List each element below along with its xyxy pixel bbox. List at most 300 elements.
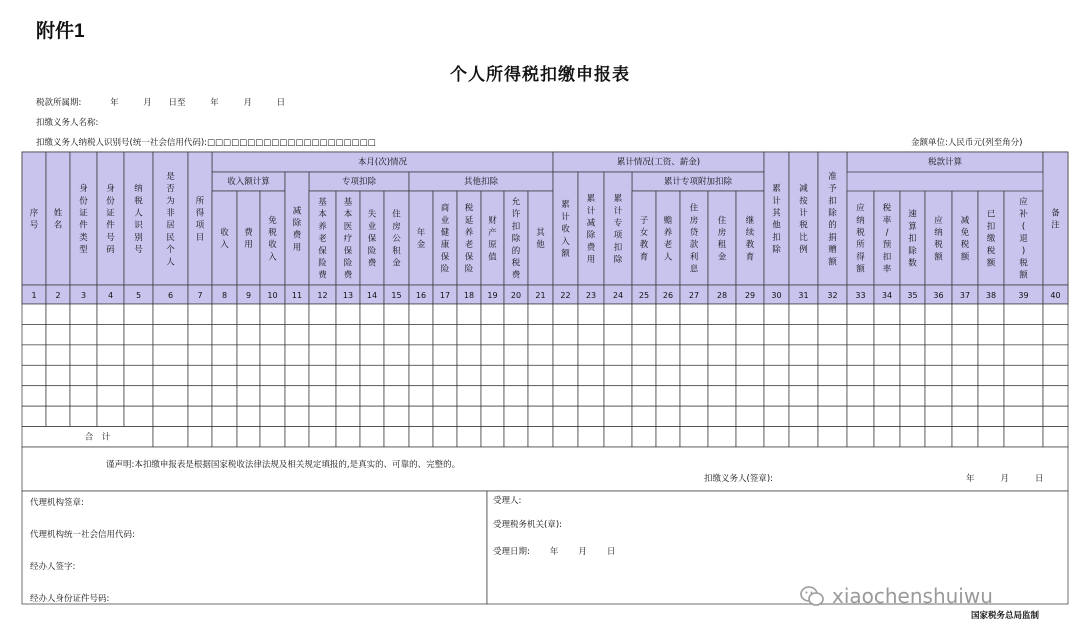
data-row-4-cell-16 xyxy=(409,365,433,385)
col-header-label-5: 纳税人识别号 xyxy=(134,184,143,256)
data-row-3-cell-12 xyxy=(309,345,336,365)
total-cell-9 xyxy=(237,427,260,447)
data-row-2-cell-6 xyxy=(153,324,188,344)
data-row-1-cell-2 xyxy=(46,304,70,324)
data-row-1-cell-15 xyxy=(384,304,409,324)
col-header-label-40: 备注 xyxy=(1051,208,1060,231)
col-header-label-23: 累计减除费用 xyxy=(586,194,596,266)
data-row-2-cell-5 xyxy=(124,324,153,344)
col-header-label-29: 继续教育 xyxy=(745,215,755,263)
data-row-6-cell-39 xyxy=(1004,406,1043,426)
data-row-6-cell-30 xyxy=(764,406,789,426)
col-number-14: 14 xyxy=(366,291,378,300)
data-row-1-cell-36 xyxy=(925,304,952,324)
data-row-1-cell-10 xyxy=(260,304,285,324)
data-row-5-cell-27 xyxy=(680,386,708,406)
data-row-1-cell-27 xyxy=(680,304,708,324)
col-header-1 xyxy=(22,152,46,285)
data-row-5-cell-29 xyxy=(736,386,764,406)
col-number-23: 23 xyxy=(585,291,597,300)
data-row-6-cell-20 xyxy=(504,406,528,426)
data-row-1-cell-24 xyxy=(604,304,632,324)
data-row-1-cell-11 xyxy=(285,304,309,324)
data-row-2-cell-38 xyxy=(978,324,1004,344)
data-row-5-cell-15 xyxy=(384,386,409,406)
data-row-1-cell-8 xyxy=(212,304,237,324)
data-row-2-cell-31 xyxy=(789,324,818,344)
col-header-label-30: 累计其他扣除 xyxy=(772,184,781,256)
total-cell-34 xyxy=(874,427,900,447)
data-row-6-cell-19 xyxy=(481,406,504,426)
data-row-1-cell-3 xyxy=(70,304,97,324)
col-header-10 xyxy=(260,191,285,285)
col-header-label-13: 基本医疗保险费 xyxy=(343,197,353,281)
col-number-20: 20 xyxy=(510,291,522,300)
declaration-day: 日 xyxy=(1035,474,1044,484)
data-row-4-cell-22 xyxy=(553,365,578,385)
data-row-3-cell-6 xyxy=(153,345,188,365)
data-row-1-cell-12 xyxy=(309,304,336,324)
total-cell-29 xyxy=(736,427,764,447)
watermark xyxy=(800,584,993,608)
data-row-4-cell-1 xyxy=(22,365,46,385)
total-cell-36 xyxy=(925,427,952,447)
data-row-3-cell-27 xyxy=(680,345,708,365)
col-number-25: 25 xyxy=(638,291,650,300)
data-row-3-cell-5 xyxy=(124,345,153,365)
group-cumulative-special-additional-label: 累计专项附加扣除 xyxy=(663,177,733,187)
data-row-2-cell-35 xyxy=(900,324,925,344)
col-header-label-28: 住房租金 xyxy=(717,215,727,263)
data-row-5-cell-10 xyxy=(260,386,285,406)
data-row-4-cell-10 xyxy=(260,365,285,385)
col-header-label-20: 允许扣除的税费 xyxy=(511,197,521,281)
data-row-4-cell-25 xyxy=(632,365,656,385)
period-day: 日 xyxy=(276,98,286,108)
data-row-5-cell-16 xyxy=(409,386,433,406)
data-row-2-cell-3 xyxy=(70,324,97,344)
data-row-5-cell-2 xyxy=(46,386,70,406)
col-header-label-36: 应纳税额 xyxy=(934,215,943,263)
data-row-1-cell-1 xyxy=(22,304,46,324)
wechat-icon xyxy=(800,585,824,607)
total-cell-25 xyxy=(632,427,656,447)
col-header-21 xyxy=(528,191,553,285)
data-row-2-cell-29 xyxy=(736,324,764,344)
col-number-2: 2 xyxy=(55,291,61,300)
data-row-2-cell-2 xyxy=(46,324,70,344)
data-row-2-cell-17 xyxy=(433,324,457,344)
total-cell-33 xyxy=(847,427,874,447)
col-number-1: 1 xyxy=(31,291,37,300)
col-header-9 xyxy=(237,191,260,285)
supervision-footer: 国家税务总局监制 xyxy=(971,611,1040,621)
data-row-5-cell-33 xyxy=(847,386,874,406)
data-row-2-cell-24 xyxy=(604,324,632,344)
data-row-3-cell-40 xyxy=(1043,345,1068,365)
group-current-month-label: 本月(次)情况 xyxy=(357,157,408,168)
data-row-6-cell-15 xyxy=(384,406,409,426)
data-row-4-cell-9 xyxy=(237,365,260,385)
data-row-5-cell-28 xyxy=(708,386,736,406)
total-cell-21 xyxy=(528,427,553,447)
total-cell-28 xyxy=(708,427,736,447)
data-row-6-cell-35 xyxy=(900,406,925,426)
declaration-year: 年 xyxy=(966,474,975,484)
handler-sign-label: 经办人签字: xyxy=(30,562,76,572)
data-row-2-cell-39 xyxy=(1004,324,1043,344)
col-header-4 xyxy=(97,152,124,285)
data-row-4-cell-32 xyxy=(818,365,847,385)
total-cell-27 xyxy=(680,427,708,447)
withholder-name-label: 扣缴义务人名称: xyxy=(36,118,99,128)
col-header-label-27: 住房贷款利息 xyxy=(689,203,699,275)
data-row-3-cell-32 xyxy=(818,345,847,365)
data-row-2-cell-12 xyxy=(309,324,336,344)
period-month-1: 月 xyxy=(143,98,152,108)
data-row-2-cell-14 xyxy=(360,324,384,344)
agent-box xyxy=(22,491,487,604)
col-header-label-39: 应补(退)税额 xyxy=(1019,197,1028,281)
tin-boxes[interactable]: □□□□□□□□□□□□□□□□□□□□□ xyxy=(207,138,376,148)
col-header-8 xyxy=(212,191,237,285)
data-row-4-cell-36 xyxy=(925,365,952,385)
period-year-1: 年 xyxy=(110,98,119,108)
data-row-6-cell-31 xyxy=(789,406,818,426)
data-row-5-cell-36 xyxy=(925,386,952,406)
total-cell-14 xyxy=(360,427,384,447)
data-row-3-cell-34 xyxy=(874,345,900,365)
data-row-5-cell-25 xyxy=(632,386,656,406)
col-header-label-32: 准予扣除的捐赠额 xyxy=(828,171,837,268)
data-row-5-cell-6 xyxy=(153,386,188,406)
col-number-12: 12 xyxy=(317,291,328,300)
data-row-5-cell-26 xyxy=(656,386,680,406)
col-header-11 xyxy=(285,172,309,285)
col-header-24 xyxy=(604,172,632,285)
data-row-5-cell-19 xyxy=(481,386,504,406)
col-number-34: 34 xyxy=(881,291,893,300)
data-row-4-cell-37 xyxy=(952,365,978,385)
col-number-10: 10 xyxy=(267,291,278,300)
data-row-1-cell-29 xyxy=(736,304,764,324)
data-row-4-cell-21 xyxy=(528,365,553,385)
data-row-5-cell-40 xyxy=(1043,386,1068,406)
period-day-to: 日至 xyxy=(168,98,186,108)
data-row-6-cell-33 xyxy=(847,406,874,426)
data-row-3-cell-39 xyxy=(1004,345,1043,365)
data-row-4-cell-19 xyxy=(481,365,504,385)
period-year-2: 年 xyxy=(210,98,219,108)
col-number-15: 15 xyxy=(391,291,402,300)
data-row-5-cell-13 xyxy=(336,386,360,406)
data-row-5-cell-24 xyxy=(604,386,632,406)
currency-unit: 金额单位:人民币元(列至角分) xyxy=(911,138,1023,148)
col-header-label-2: 姓名 xyxy=(53,208,63,231)
data-row-6-cell-7 xyxy=(188,406,212,426)
data-row-5-cell-4 xyxy=(97,386,124,406)
data-row-6-cell-25 xyxy=(632,406,656,426)
data-row-2-cell-37 xyxy=(952,324,978,344)
data-row-6-cell-18 xyxy=(457,406,481,426)
withholder-signature-label: 扣缴义务人(签章): xyxy=(704,474,773,484)
data-row-3-cell-3 xyxy=(70,345,97,365)
data-row-5-cell-1 xyxy=(22,386,46,406)
col-number-4: 4 xyxy=(107,291,114,300)
col-header-label-22: 累计收入额 xyxy=(561,200,570,259)
total-label: 合 计 xyxy=(84,432,111,443)
data-row-6-cell-1 xyxy=(22,406,46,426)
data-row-1-cell-26 xyxy=(656,304,680,324)
total-cell-11 xyxy=(285,427,309,447)
col-number-39: 39 xyxy=(1018,291,1029,300)
col-header-30 xyxy=(764,152,789,285)
col-header-label-12: 基本养老保险费 xyxy=(318,197,327,281)
data-row-2-cell-15 xyxy=(384,324,409,344)
col-header-label-4: 身份证件号码 xyxy=(106,184,115,256)
col-number-29: 29 xyxy=(744,291,756,300)
col-header-2 xyxy=(46,152,70,285)
data-row-6-cell-22 xyxy=(553,406,578,426)
total-cell-26 xyxy=(656,427,680,447)
data-row-3-cell-14 xyxy=(360,345,384,365)
data-row-2-cell-13 xyxy=(336,324,360,344)
data-row-5-cell-3 xyxy=(70,386,97,406)
col-header-label-8: 收入 xyxy=(220,227,229,251)
data-row-5-cell-20 xyxy=(504,386,528,406)
col-header-31 xyxy=(789,152,818,285)
data-row-3-cell-33 xyxy=(847,345,874,365)
col-header-29 xyxy=(736,191,764,285)
col-number-16: 16 xyxy=(415,291,427,300)
data-row-3-cell-23 xyxy=(578,345,604,365)
data-row-3-cell-16 xyxy=(409,345,433,365)
col-header-label-24: 累计专项扣除 xyxy=(613,194,623,266)
data-row-6-cell-4 xyxy=(97,406,124,426)
col-number-31: 31 xyxy=(798,291,809,300)
col-number-30: 30 xyxy=(771,291,782,300)
data-row-4-cell-29 xyxy=(736,365,764,385)
data-row-5-cell-11 xyxy=(285,386,309,406)
col-number-18: 18 xyxy=(463,291,475,300)
declaration-statement: 谨声明:本扣缴申报表是根据国家税收法律法规及相关规定填报的,是真实的、可靠的、完整的。 xyxy=(106,460,461,470)
data-row-5-cell-22 xyxy=(553,386,578,406)
data-row-4-cell-5 xyxy=(124,365,153,385)
attachment-label: 附件1 xyxy=(36,21,85,42)
col-header-label-15: 住房公积金 xyxy=(392,209,401,269)
data-row-3-cell-13 xyxy=(336,345,360,365)
data-row-1-cell-40 xyxy=(1043,304,1068,324)
data-row-4-cell-20 xyxy=(504,365,528,385)
data-row-3-cell-31 xyxy=(789,345,818,365)
data-row-3-cell-29 xyxy=(736,345,764,365)
col-header-label-14: 失业保险费 xyxy=(367,209,377,269)
total-cell-8 xyxy=(212,427,237,447)
data-row-4-cell-27 xyxy=(680,365,708,385)
data-row-1-cell-13 xyxy=(336,304,360,324)
data-row-3-cell-8 xyxy=(212,345,237,365)
col-number-37: 37 xyxy=(959,291,971,300)
data-row-5-cell-35 xyxy=(900,386,925,406)
data-row-4-cell-39 xyxy=(1004,365,1043,385)
data-row-6-cell-36 xyxy=(925,406,952,426)
col-number-5: 5 xyxy=(135,291,142,300)
col-header-label-33: 应纳税所得额 xyxy=(856,203,865,275)
data-row-5-cell-14 xyxy=(360,386,384,406)
data-row-1-cell-6 xyxy=(153,304,188,324)
col-number-6: 6 xyxy=(167,291,174,300)
data-row-3-cell-21 xyxy=(528,345,553,365)
col-number-21: 21 xyxy=(535,291,546,300)
data-row-2-cell-21 xyxy=(528,324,553,344)
receive-month: 月 xyxy=(578,547,587,557)
col-header-label-35: 速算扣除数 xyxy=(908,209,917,269)
col-header-37 xyxy=(952,191,978,285)
data-row-4-cell-33 xyxy=(847,365,874,385)
data-row-1-cell-7 xyxy=(188,304,212,324)
data-row-6-cell-28 xyxy=(708,406,736,426)
watermark-text: xiaochenshuiwu xyxy=(832,584,993,608)
col-number-33: 33 xyxy=(855,291,866,300)
data-row-5-cell-32 xyxy=(818,386,847,406)
withholder-tin-label: 扣缴义务人纳税人识别号(统一社会信用代码): xyxy=(36,138,207,148)
data-row-6-cell-13 xyxy=(336,406,360,426)
data-row-1-cell-16 xyxy=(409,304,433,324)
col-number-11: 11 xyxy=(291,291,303,300)
data-row-2-cell-22 xyxy=(553,324,578,344)
data-row-1-cell-39 xyxy=(1004,304,1043,324)
total-cell-37 xyxy=(952,427,978,447)
data-row-6-cell-29 xyxy=(736,406,764,426)
total-cell-39 xyxy=(1004,427,1043,447)
data-row-4-cell-11 xyxy=(285,365,309,385)
data-row-3-cell-22 xyxy=(553,345,578,365)
data-row-4-cell-40 xyxy=(1043,365,1068,385)
data-row-5-cell-7 xyxy=(188,386,212,406)
col-header-26 xyxy=(656,191,680,285)
data-row-2-cell-11 xyxy=(285,324,309,344)
col-number-35: 35 xyxy=(907,291,918,300)
group-cumulative-label: 累计情况(工资、薪金) xyxy=(616,157,701,168)
col-header-16 xyxy=(409,191,433,285)
total-cell-17 xyxy=(433,427,457,447)
col-header-7 xyxy=(188,152,212,285)
col-number-27: 27 xyxy=(688,291,700,300)
col-header-19 xyxy=(481,191,504,285)
data-row-6-cell-17 xyxy=(433,406,457,426)
col-number-7: 7 xyxy=(197,291,203,300)
total-cell-30 xyxy=(764,427,789,447)
data-row-2-cell-9 xyxy=(237,324,260,344)
data-row-3-cell-38 xyxy=(978,345,1004,365)
col-number-40: 40 xyxy=(1050,291,1061,300)
col-header-label-17: 商业健康保险 xyxy=(440,203,450,275)
receive-date-line xyxy=(493,545,615,557)
col-number-36: 36 xyxy=(933,291,944,300)
col-header-label-7: 所得项目 xyxy=(195,196,205,243)
col-header-28 xyxy=(708,191,736,285)
data-row-1-cell-25 xyxy=(632,304,656,324)
total-cell-7 xyxy=(188,427,212,447)
data-row-6-cell-3 xyxy=(70,406,97,426)
col-number-38: 38 xyxy=(985,291,997,300)
data-row-4-cell-35 xyxy=(900,365,925,385)
col-header-label-9: 费用 xyxy=(244,227,253,251)
data-row-2-cell-30 xyxy=(764,324,789,344)
total-cell-38 xyxy=(978,427,1004,447)
data-row-4-cell-6 xyxy=(153,365,188,385)
data-row-1-cell-5 xyxy=(124,304,153,324)
col-header-label-11: 减除费用 xyxy=(292,206,302,253)
col-header-label-10: 免税收入 xyxy=(268,215,277,263)
col-header-5 xyxy=(124,152,153,285)
data-row-4-cell-38 xyxy=(978,365,1004,385)
col-number-13: 13 xyxy=(342,291,354,300)
data-row-6-cell-6 xyxy=(153,406,188,426)
data-row-1-cell-17 xyxy=(433,304,457,324)
data-row-3-cell-25 xyxy=(632,345,656,365)
data-row-4-cell-28 xyxy=(708,365,736,385)
col-header-label-25: 子女教育 xyxy=(639,215,649,263)
data-row-4-cell-13 xyxy=(336,365,360,385)
col-header-label-1: 序号 xyxy=(29,208,39,231)
col-header-label-21: 其他 xyxy=(536,227,545,251)
data-row-4-cell-26 xyxy=(656,365,680,385)
data-row-6-cell-40 xyxy=(1043,406,1068,426)
data-row-6-cell-8 xyxy=(212,406,237,426)
data-row-6-cell-23 xyxy=(578,406,604,426)
data-row-4-cell-15 xyxy=(384,365,409,385)
data-row-2-cell-25 xyxy=(632,324,656,344)
data-row-4-cell-34 xyxy=(874,365,900,385)
data-row-4-cell-23 xyxy=(578,365,604,385)
col-number-17: 17 xyxy=(439,291,451,300)
data-row-3-cell-10 xyxy=(260,345,285,365)
agent-seal-label: 代理机构签章: xyxy=(30,498,84,508)
data-row-3-cell-2 xyxy=(46,345,70,365)
form-title: 个人所得税扣缴申报表 xyxy=(450,65,630,85)
data-row-1-cell-19 xyxy=(481,304,504,324)
col-header-25 xyxy=(632,191,656,285)
data-row-4-cell-12 xyxy=(309,365,336,385)
data-row-2-cell-26 xyxy=(656,324,680,344)
data-row-3-cell-28 xyxy=(708,345,736,365)
group-special-deduction-label: 专项扣除 xyxy=(341,177,377,187)
col-header-40 xyxy=(1043,152,1068,285)
data-row-6-cell-14 xyxy=(360,406,384,426)
col-header-label-31: 减按计税比例 xyxy=(799,184,808,256)
data-row-4-cell-3 xyxy=(70,365,97,385)
handler-id-label: 经办人身份证件号码: xyxy=(30,594,110,604)
data-row-6-cell-10 xyxy=(260,406,285,426)
data-row-5-cell-38 xyxy=(978,386,1004,406)
col-number-26: 26 xyxy=(662,291,674,300)
data-row-5-cell-39 xyxy=(1004,386,1043,406)
total-cell-24 xyxy=(604,427,632,447)
total-cell-31 xyxy=(789,427,818,447)
data-row-1-cell-34 xyxy=(874,304,900,324)
data-row-2-cell-4 xyxy=(97,324,124,344)
data-row-1-cell-18 xyxy=(457,304,481,324)
data-row-6-cell-37 xyxy=(952,406,978,426)
data-row-3-cell-36 xyxy=(925,345,952,365)
data-row-2-cell-27 xyxy=(680,324,708,344)
col-number-3: 3 xyxy=(80,291,87,300)
total-cell-19 xyxy=(481,427,504,447)
data-row-5-cell-18 xyxy=(457,386,481,406)
data-row-6-cell-12 xyxy=(309,406,336,426)
agent-code-label: 代理机构统一社会信用代码: xyxy=(30,530,135,540)
